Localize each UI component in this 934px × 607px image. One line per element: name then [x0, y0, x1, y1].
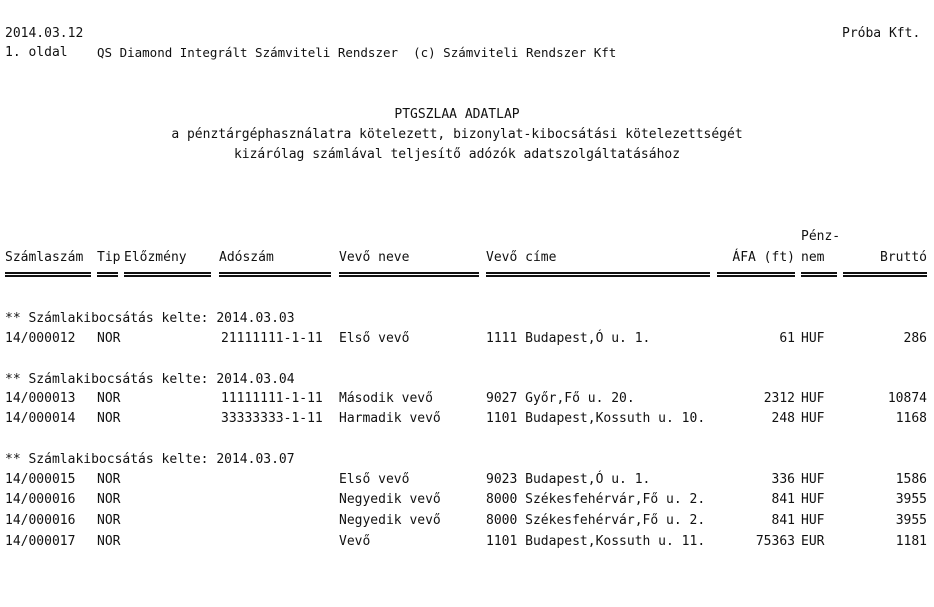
cell-tip: NOR	[97, 492, 121, 507]
cell-brutto: 3955	[895, 513, 927, 528]
cell-vevo-neve: Negyedik vevő	[339, 492, 441, 507]
cell-vevo-cime: 8000 Székesfehérvár,Fő u. 2.	[486, 492, 706, 507]
cell-vevo-neve: Negyedik vevő	[339, 513, 441, 528]
cell-tip: NOR	[97, 331, 121, 346]
cell-vevo-neve: Első vevő	[339, 472, 410, 487]
rule-adoszam	[219, 272, 331, 277]
cell-brutto: 286	[903, 331, 927, 346]
rule-szamlaszam	[5, 272, 91, 277]
cell-brutto: 1181	[895, 534, 927, 549]
rule-vevo-cime	[486, 272, 710, 277]
cell-penznem: HUF	[801, 331, 825, 346]
cell-vevo-cime: 9027 Győr,Fő u. 20.	[486, 391, 635, 406]
rule-brutto	[843, 272, 927, 277]
cell-szamlaszam: 14/000014	[5, 411, 76, 426]
cell-vevo-cime: 9023 Budapest,Ó u. 1.	[486, 472, 651, 487]
cell-afa: 336	[771, 472, 795, 487]
cell-afa: 248	[771, 411, 795, 426]
cell-adoszam: 11111111-1-11	[221, 391, 323, 406]
col-header-vevo-cime: Vevő címe	[486, 250, 557, 265]
report-date: 2014.03.12	[5, 26, 84, 41]
cell-penznem: EUR	[801, 534, 825, 549]
col-header-penznem-top: Pénz-	[801, 229, 841, 244]
page-number: 1. oldal	[5, 45, 68, 60]
cell-penznem: HUF	[801, 492, 825, 507]
rule-vevo-neve	[339, 272, 479, 277]
cell-vevo-neve: Első vevő	[339, 331, 410, 346]
cell-brutto: 10874	[887, 391, 927, 406]
cell-vevo-neve: Vevő	[339, 534, 371, 549]
report-subtitle-1: a pénztárgéphasználatra kötelezett, bizonylat-kibocsátási kötelezettségét	[171, 127, 743, 142]
cell-afa: 841	[771, 492, 795, 507]
cell-szamlaszam: 14/000013	[5, 391, 76, 406]
cell-brutto: 1168	[895, 411, 927, 426]
col-header-vevo-neve: Vevő neve	[339, 250, 410, 265]
cell-penznem: HUF	[801, 472, 825, 487]
col-header-penznem-bottom: nem	[801, 250, 825, 265]
cell-afa: 841	[771, 513, 795, 528]
group-label: ** Számlakibocsátás kelte: 2014.03.07	[5, 452, 295, 467]
cell-tip: NOR	[97, 534, 121, 549]
report-subtitle-2: kizárólag számlával teljesítő adózók adatszolgáltatásához	[233, 147, 681, 162]
cell-afa: 2312	[763, 391, 795, 406]
cell-vevo-cime: 1101 Budapest,Kossuth u. 10.	[486, 411, 706, 426]
col-header-elozmeny: Előzmény	[124, 250, 187, 265]
rule-afa	[717, 272, 795, 277]
rule-elozmeny	[124, 272, 211, 277]
col-header-brutto: Bruttó	[880, 250, 927, 265]
cell-szamlaszam: 14/000012	[5, 331, 76, 346]
cell-tip: NOR	[97, 411, 121, 426]
group-label: ** Számlakibocsátás kelte: 2014.03.04	[5, 372, 295, 387]
cell-penznem: HUF	[801, 513, 825, 528]
cell-afa: 75363	[755, 534, 795, 549]
cell-vevo-cime: 1101 Budapest,Kossuth u. 11.	[486, 534, 706, 549]
cell-brutto: 1586	[895, 472, 927, 487]
company-name: Próba Kft.	[842, 26, 921, 41]
cell-szamlaszam: 14/000016	[5, 513, 76, 528]
col-header-tip: Tip	[97, 250, 121, 265]
cell-afa: 61	[779, 331, 795, 346]
cell-adoszam: 21111111-1-11	[221, 331, 323, 346]
software-name: QS Diamond Integrált Számviteli Rendszer (c) Számviteli Rendszer Kft	[97, 45, 617, 60]
cell-tip: NOR	[97, 513, 121, 528]
group-label: ** Számlakibocsátás kelte: 2014.03.03	[5, 311, 295, 326]
cell-vevo-neve: Második vevő	[339, 391, 433, 406]
cell-adoszam: 33333333-1-11	[221, 411, 323, 426]
rule-tip	[97, 272, 118, 277]
cell-penznem: HUF	[801, 411, 825, 426]
col-header-afa: ÁFA (ft)	[732, 250, 795, 265]
cell-brutto: 3955	[895, 492, 927, 507]
cell-penznem: HUF	[801, 391, 825, 406]
cell-vevo-neve: Harmadik vevő	[339, 411, 441, 426]
cell-szamlaszam: 14/000017	[5, 534, 76, 549]
col-header-szamlaszam: Számlaszám	[5, 250, 84, 265]
cell-vevo-cime: 1111 Budapest,Ó u. 1.	[486, 331, 651, 346]
report-title: PTGSZLAA ADATLAP	[394, 107, 520, 122]
col-header-adoszam: Adószám	[219, 250, 274, 265]
cell-tip: NOR	[97, 391, 121, 406]
cell-szamlaszam: 14/000016	[5, 492, 76, 507]
cell-tip: NOR	[97, 472, 121, 487]
rule-penznem	[801, 272, 837, 277]
cell-szamlaszam: 14/000015	[5, 472, 76, 487]
cell-vevo-cime: 8000 Székesfehérvár,Fő u. 2.	[486, 513, 706, 528]
